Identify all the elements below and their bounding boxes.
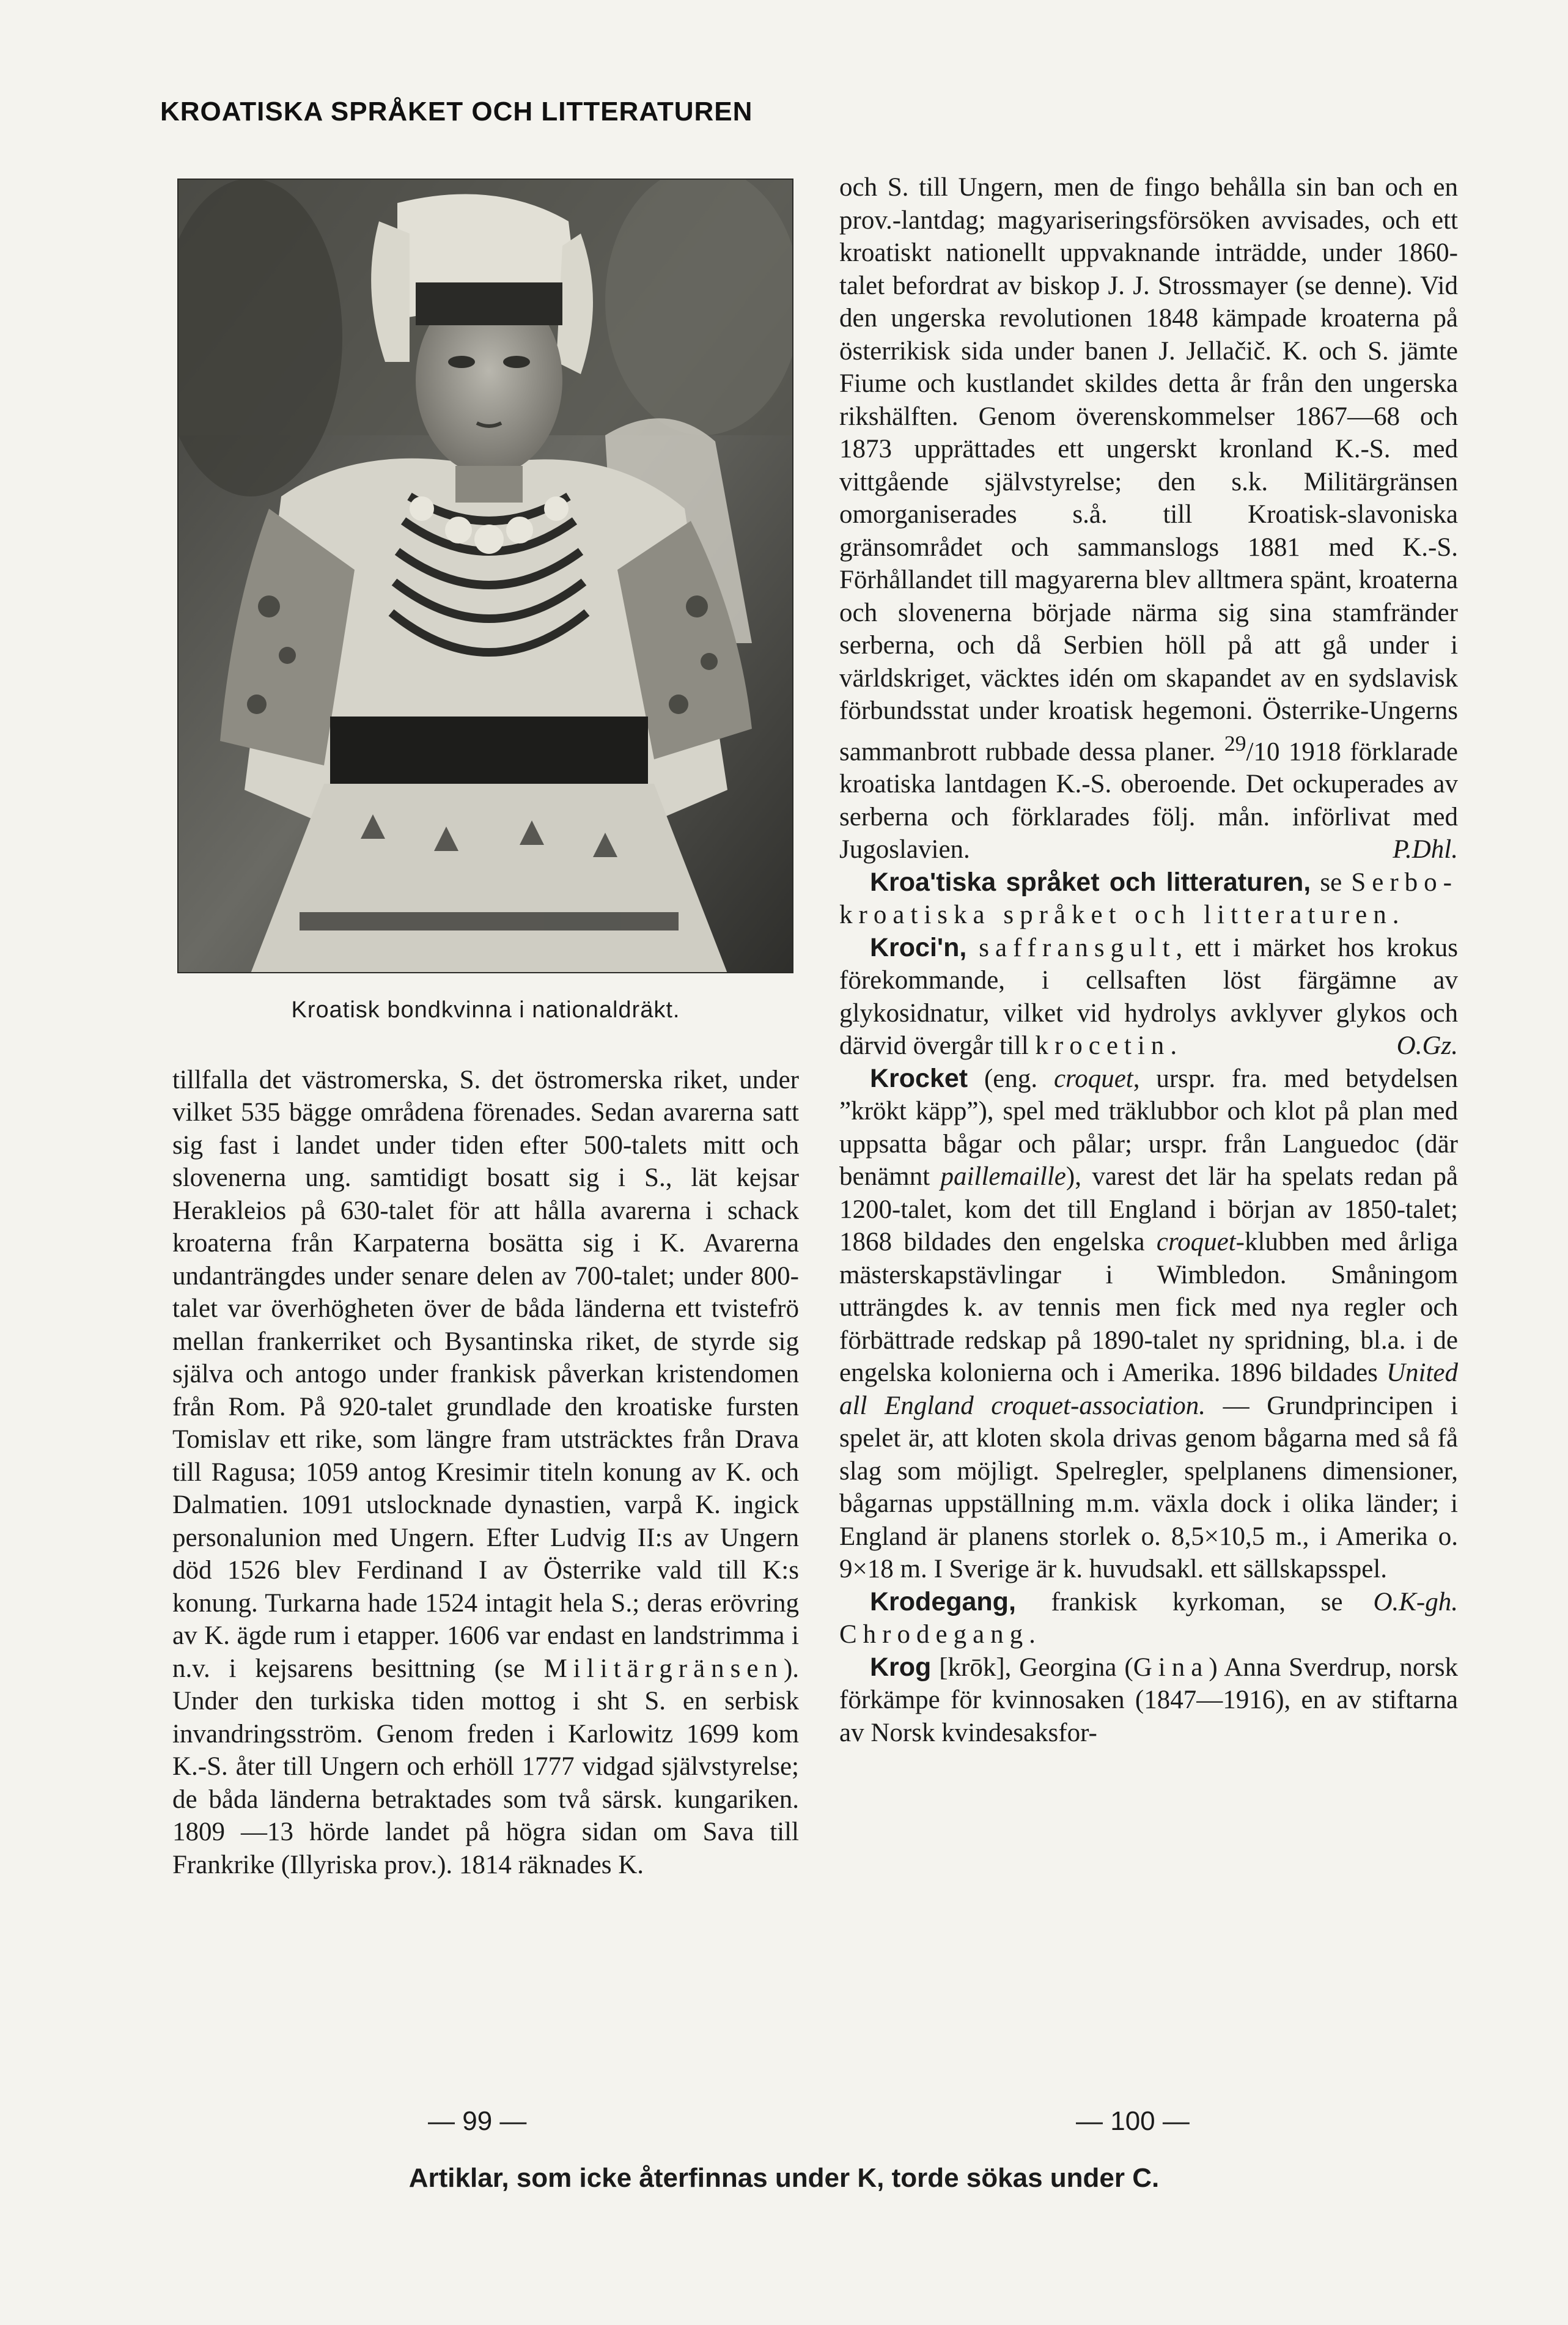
spaced-name: Gina [1133, 1653, 1209, 1682]
entry-text: -klubben med årliga mästerskapstävlingar i Wimbledon. Småningom utträngdes k. av tennis men fick med nya regler och förbättrade redskap på 1890-talet ny spridning, bl.a. i de engelska kolonierna och i Amerika. 1896 bildades [839, 1228, 1458, 1388]
left-paragraph [172, 1064, 799, 1882]
entry-lemma: Krodegang, [870, 1586, 1016, 1616]
entry-text: (eng. [968, 1064, 1054, 1093]
cross-reference-krocetin[interactable]: krocetin [1035, 1031, 1171, 1061]
author-signature: P.Dhl. [1393, 835, 1458, 864]
entry-kroatien-continued [839, 171, 1458, 866]
date-subscript: /10 [1246, 737, 1280, 766]
entry-text: , urspr. fra. med betydelsen ”krökt käpp”), spel med träklubbor och klot på plan med uppsatta bågar och pålar; urspr. från Languedoc (där benämnt [839, 1064, 1458, 1192]
author-signature: O.K-gh. [1373, 1587, 1458, 1616]
author-signature: O.Gz. [1396, 1031, 1458, 1061]
entry-text: . [1392, 901, 1399, 930]
page-number-right: — 100 — [1076, 2106, 1190, 2136]
entry-lemma: Kroa'tiska språket och litteraturen, [870, 867, 1311, 897]
italic-term: croquet [1053, 1064, 1133, 1093]
page-number-left: — 99 — [428, 2106, 527, 2136]
left-column-text [172, 1064, 799, 1882]
spaced-term: saffransgult [979, 933, 1176, 962]
italic-term: croquet [1156, 1228, 1236, 1257]
left-text-part1: tillfalla det västromerska, S. det östromerska riket, under vilket 535 bägge områdena förenades. Sedan avarerna satt sig fast i landet under tiden efter 500-talets mitt och slovenerna ung. samtidigt bosatt sig i S., lät kejsar Herakleios på 630-talet för att hålla avarerna i schack kroaterna från Karpaterna bosätta sig i K. Avarerna undanträngdes under senare delen av 700-talet; under 800-talet var överhögheten över de båda länderna ett tvistefrö mellan frankerriket och Bysantinska riket, de styrde sig själva och antogo under frankisk påverkan kristendomen från Rom. På 920-talet grundlade den kroatiske fursten Tomislav ett rike, som längre fram utsträcktes från Drava till Ragusa; 1059 antog Kresimir titeln konung av K. och Dalmatien. 1091 utslocknade dynastien, varpå K. ingick personalunion med Ungern. Efter Ludvig II:s av Ungern död 1526 blev Ferdinand I av Österrike vald till K:s konung. Turkarna hade 1524 intagit hela S.; deras erövring av K. ägde rum i etapper. 1606 var endast en landstrimma i n.v. i kejsarens besittning (se [172, 1065, 799, 1683]
entry-lemma: Krog [870, 1652, 932, 1682]
entry-text: , ett i märket hos krokus förekommande, i cellsaften löst färgämne av glykosidnatur, vilket vid hydrolys avklyver glykos och därvid övergår till [839, 933, 1458, 1061]
left-text-part2: ). Under den turkiska tiden mottog i sht S. en serbisk invandringsström. Genom freden i Karlowitz 1699 kom K.-S. åter till Ungern och erhöll 1777 vidgad självstyrelse; de båda länderna betraktades som två särsk. kungariken. 1809 —13 hörde landet på högra sidan om Sava till Frankrike (Illyriska prov.). 1814 räknades K. [172, 1654, 800, 1879]
figure-caption: Kroatisk bondkvinna i nationaldräkt. [291, 997, 680, 1023]
entry-krog [839, 1651, 1458, 1750]
entry-text: . [1029, 1620, 1036, 1649]
entry-text: ), varest det lär ha spelats redan på 1200-talet, kom det till England i början av 1850-talet; 1868 bildades den engelska [839, 1162, 1458, 1257]
entry-text: — Grundprincipen i spelet är, att kloten skola drivas genom bågarna med så få slag som möjligt. Spelregler, spelplanens dimensioner, bågarnas uppställning m.m. växla dock i olika länder; i England är planens storlek o. 8,5×10,5 m., i Amerika o. 9×18 m. I Sverige är k. huvudsakl. ett sällskapsspel. [839, 1391, 1458, 1584]
continued-text: och S. till Ungern, men de fingo behålla sin ban och en prov.-lantdag; magyariseringsförsöken avvisades, och ett kroatiskt nationellt uppvaknande inträdde, under 1860-talet befordrat av biskop J. J. Strossmayer (se denne). Vid den ungerska revolutionen 1848 kämpade kroaterna på österrikisk sida under banen J. Jellačič. K. och S. jämte Fiume och kustlandet skildes detta år från den ungerska rikshälften. Genom överenskommelser 1867—68 och 1873 upprättades ett ungerskt kronland K.-S. med vittgående självstyrelse; den s.k. Militärgränsen omorganiserades s.å. till Kroatisk-slavoniska gränsområdet och sammanslogs 1881 med K.-S. Förhållandet till magyarerna blev alltmera spänt, kroaterna och slovenerna började närma sig sina stamfränder serberna, och då Serbien höll på att gå under i världskriget, väcktes idén om skapandet av en sydslavisk förbundsstat under kroatisk hegemoni. Österrike-Ungerns sammanbrott rubbade dessa planer. [839, 173, 1458, 766]
cross-reference-chrodegang[interactable]: Chrodegang [839, 1620, 1029, 1649]
italic-term: United all England croquet-association. [839, 1358, 1458, 1420]
italic-term: paillemaille [940, 1162, 1066, 1192]
entry-text: se [1311, 868, 1352, 897]
right-column [839, 171, 1458, 1749]
entry-lemma: Krocket [870, 1063, 968, 1093]
entry-krocin [839, 932, 1458, 1063]
portrait-illustration [177, 179, 793, 973]
cross-reference-militargransen[interactable]: Militärgränsen [543, 1654, 784, 1683]
photo-croatian-woman [177, 179, 793, 973]
entry-text: [krōk], Georgina ( [931, 1653, 1133, 1682]
continued-text-2: 1918 förklarade kroatiska lantdagen K.-S. oberoende. Det ockuperades av serberna och förklarades följ. mån. införlivat med Jugoslavien. [839, 737, 1458, 864]
running-title: KROATISKA SPRÅKET OCH LITTERATUREN [160, 97, 753, 127]
entry-text: frankisk kyrkoman, se [1015, 1587, 1343, 1616]
entry-text: . [1170, 1031, 1177, 1061]
entry-lemma: Kroci'n, [870, 932, 967, 962]
cross-reference-serbokroatiska[interactable]: Serbo-kroatiska språket och litteraturen [839, 868, 1458, 930]
entry-text: ) Anna Sverdrup, norsk förkämpe för kvinnosaken (1847—1916), en av stiftarna av Norsk kvindesaksfor- [839, 1653, 1458, 1747]
entry-kroatiska-spraket [839, 866, 1458, 932]
date-superscript: 29 [1224, 731, 1246, 756]
left-column [172, 171, 799, 1881]
footer-note: Artiklar, som icke återfinnas under K, torde sökas under C. [408, 2163, 1160, 2193]
